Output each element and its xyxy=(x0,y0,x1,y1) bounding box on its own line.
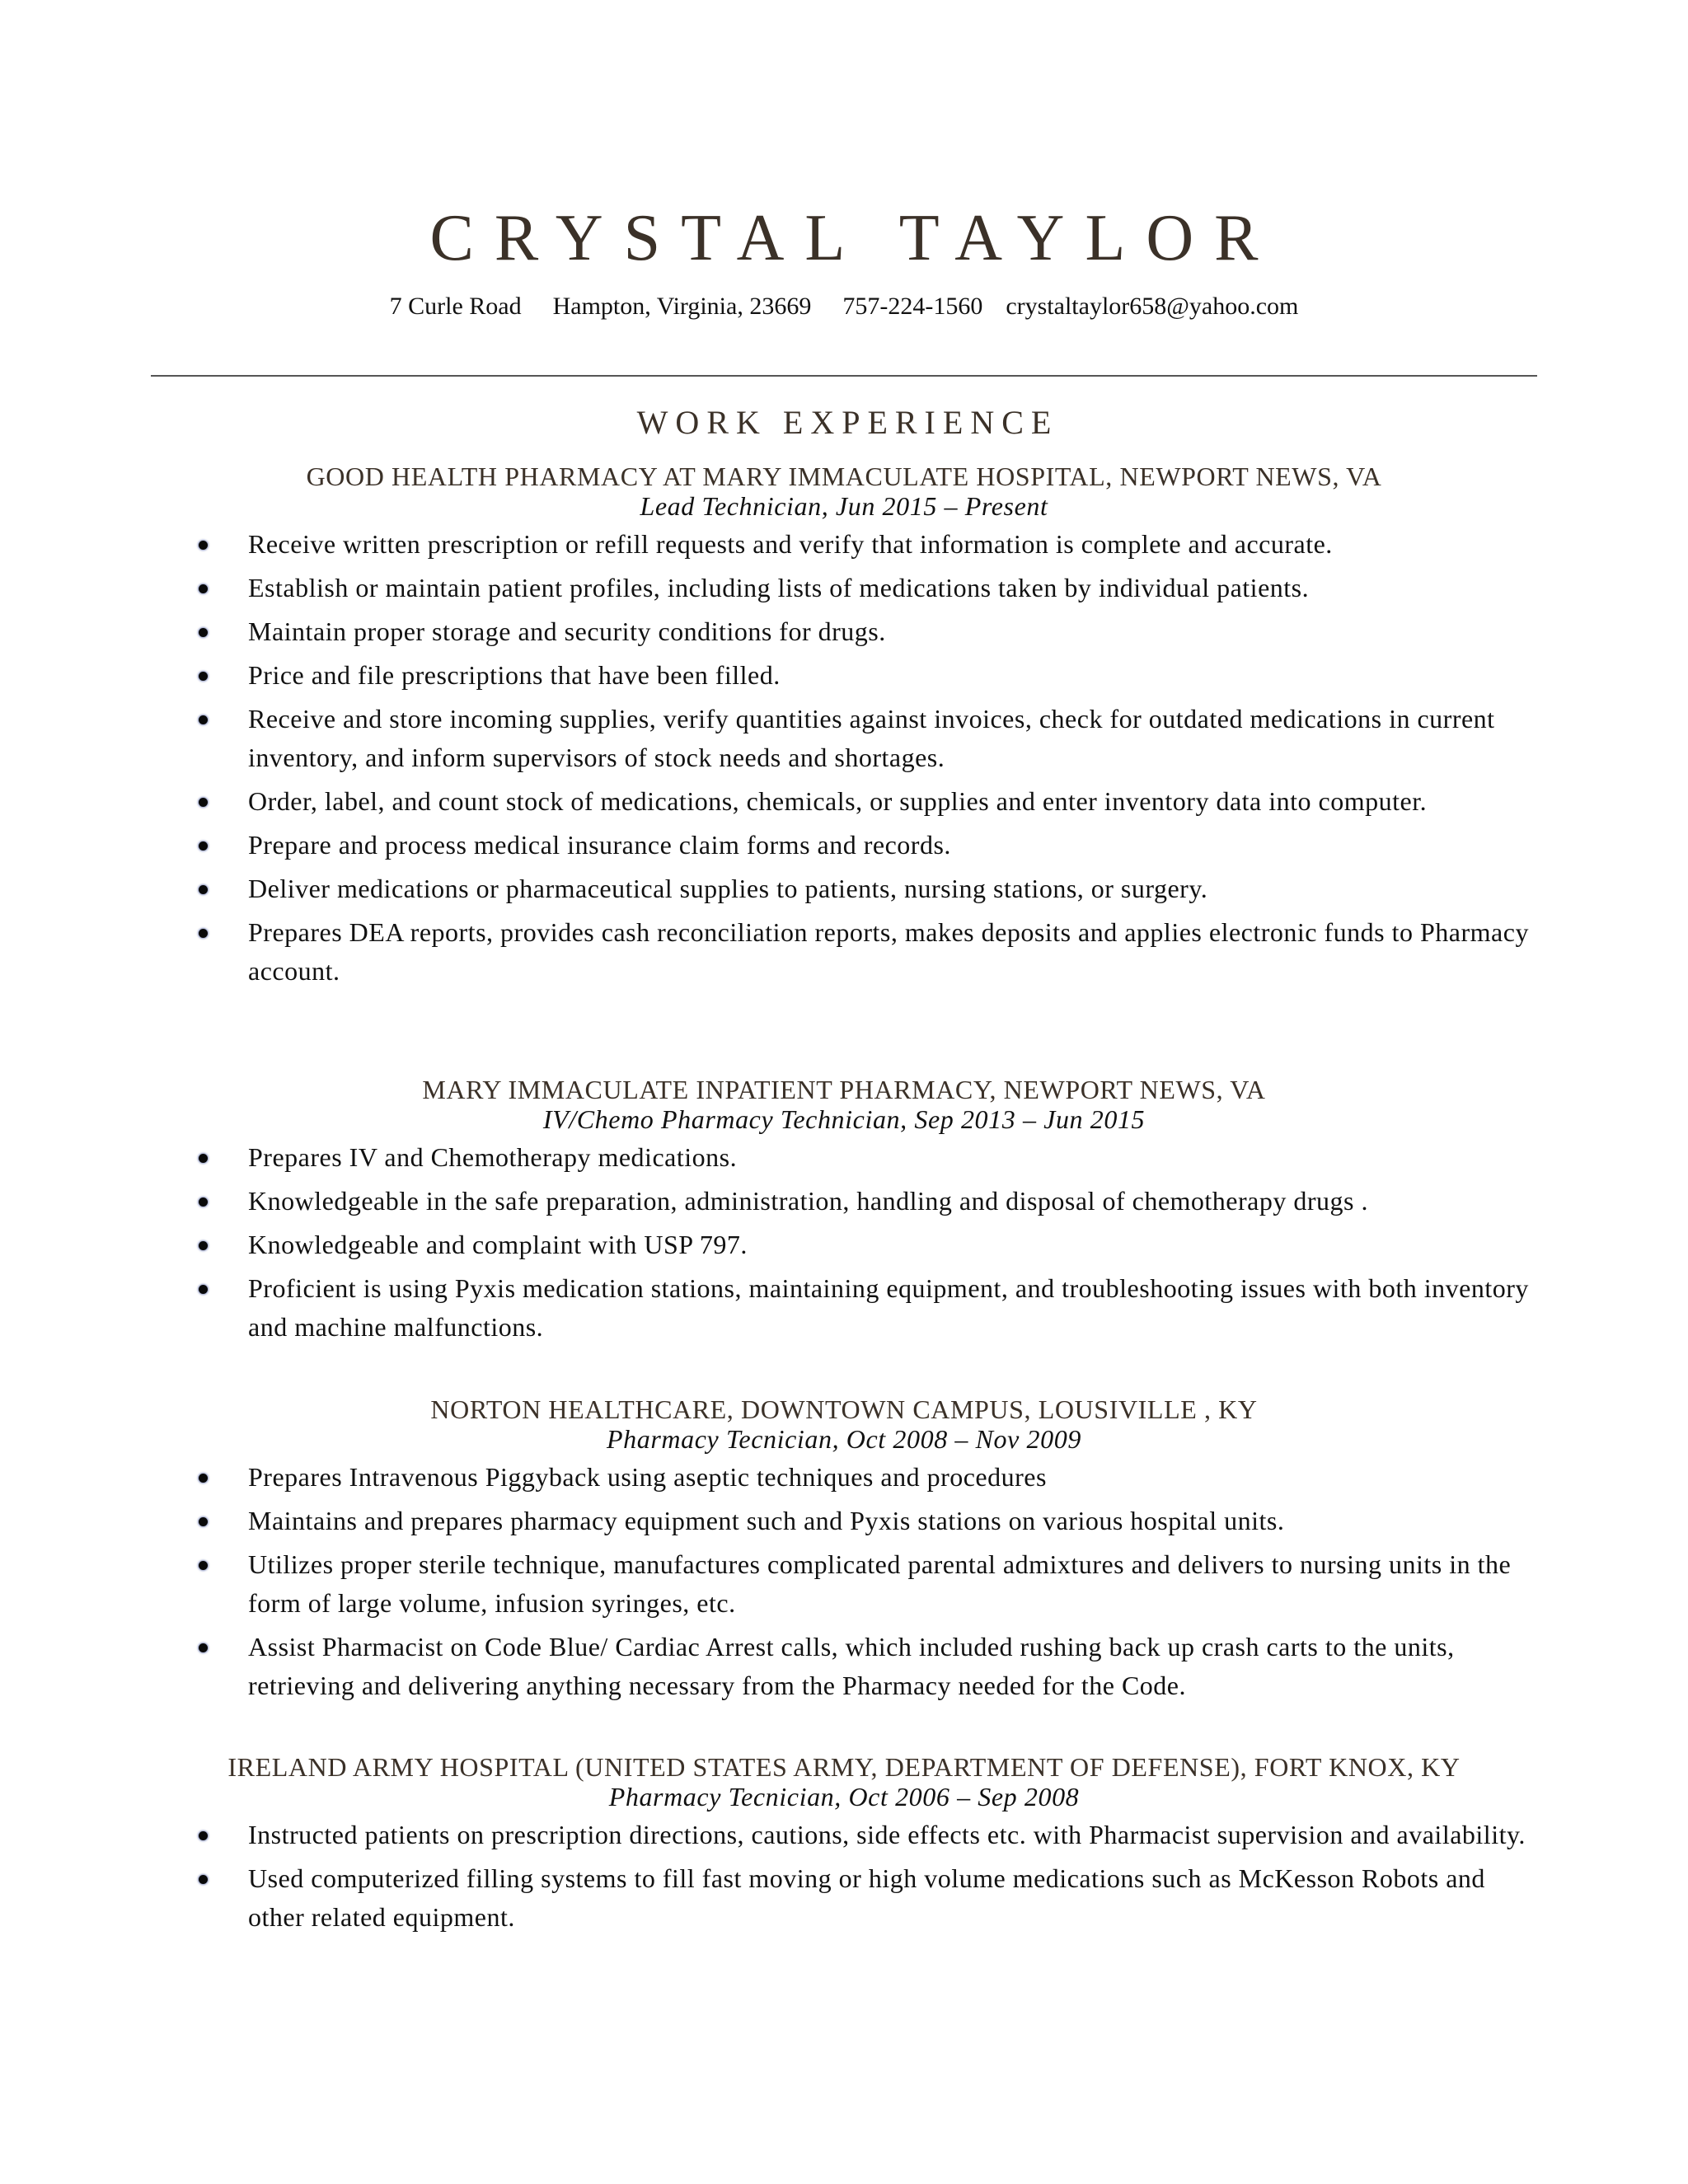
duty-item: Deliver medications or pharmaceutical supplies to patients, nursing stations, or surgery. xyxy=(0,869,1688,908)
bullet-icon xyxy=(199,798,208,807)
bullet-icon xyxy=(199,1643,208,1652)
job-role: Pharmacy Tecnician, Oct 2008 – Nov 2009 xyxy=(607,1424,1081,1454)
bullet-icon xyxy=(199,715,208,724)
bullet-icon xyxy=(199,628,208,637)
job-employer: IRELAND ARMY HOSPITAL (UNITED STATES ARMY, DEPARTMENT OF DEFENSE), FORT KNOX, KY xyxy=(227,1752,1461,1782)
bullet-icon xyxy=(199,541,208,550)
bullet-icon xyxy=(199,929,208,938)
job-role: IV/Chemo Pharmacy Technician, Sep 2013 – Jun 2015 xyxy=(542,1104,1146,1134)
duty-item: Maintains and prepares pharmacy equipment such and Pyxis stations on various hospital units. xyxy=(0,1502,1688,1540)
bullet-icon xyxy=(199,1197,208,1207)
section-title-work-experience: WORK EXPERIENCE xyxy=(636,404,1059,441)
resume-name: CRYSTAL TAYLOR xyxy=(429,202,1279,274)
job-entry xyxy=(0,1393,1688,1710)
duty-item: Receive written prescription or refill requests and verify that information is complete and accurate. xyxy=(0,525,1688,564)
duty-item: Knowledgeable in the safe preparation, administration, handling and disposal of chemotherapy drugs . xyxy=(0,1182,1688,1221)
bullet-icon xyxy=(199,1241,208,1250)
job-entry xyxy=(0,1750,1688,1942)
contact-phone: 757-224-1560 xyxy=(842,293,983,320)
header-divider xyxy=(151,375,1537,377)
bullet-icon xyxy=(199,885,208,894)
job-entry xyxy=(0,1073,1688,1352)
contact-email: crystaltaylor658@yahoo.com xyxy=(1006,293,1299,320)
bullet-icon xyxy=(199,584,208,593)
job-employer: MARY IMMACULATE INPATIENT PHARMACY, NEWPORT NEWS, VA xyxy=(422,1075,1266,1104)
contact-line xyxy=(0,290,1688,323)
duty-item: Utilizes proper sterile technique, manufactures complicated parental admixtures and delivers to nursing units in the form of large volume, infusion syringes, etc. xyxy=(0,1545,1688,1623)
duty-item: Proficient is using Pyxis medication stations, maintaining equipment, and troubleshooting issues with both inventory and machine malfunctions. xyxy=(0,1269,1688,1347)
duty-item: Prepare and process medical insurance claim forms and records. xyxy=(0,826,1688,865)
job-duties-list xyxy=(0,525,1688,991)
job-employer: NORTON HEALTHCARE, DOWNTOWN CAMPUS, LOUSIVILLE , KY xyxy=(430,1394,1258,1424)
contact-city: Hampton, Virginia, 23669 xyxy=(552,293,812,320)
job-entry xyxy=(0,460,1688,996)
duty-item: Prepares Intravenous Piggyback using aseptic techniques and procedures xyxy=(0,1458,1688,1497)
bullet-icon xyxy=(199,1561,208,1570)
job-employer: GOOD HEALTH PHARMACY AT MARY IMMACULATE HOSPITAL, NEWPORT NEWS, VA xyxy=(306,462,1382,491)
bullet-icon xyxy=(199,841,208,851)
duty-item: Prepares IV and Chemotherapy medications. xyxy=(0,1138,1688,1177)
duty-item: Price and file prescriptions that have been filled. xyxy=(0,656,1688,695)
bullet-icon xyxy=(199,1474,208,1483)
bullet-icon xyxy=(199,1285,208,1294)
contact-street: 7 Curle Road xyxy=(389,293,522,320)
job-duties-list xyxy=(0,1816,1688,1937)
duty-item: Order, label, and count stock of medications, chemicals, or supplies and enter inventory data into computer. xyxy=(0,782,1688,821)
duty-item: Receive and store incoming supplies, verify quantities against invoices, check for outdated medications in current inventory, and inform supervisors of stock needs and shortages. xyxy=(0,700,1688,777)
job-role: Lead Technician, Jun 2015 – Present xyxy=(640,491,1048,521)
job-duties-list xyxy=(0,1138,1688,1347)
duty-item: Establish or maintain patient profiles, including lists of medications taken by individual patients. xyxy=(0,569,1688,607)
job-duties-list xyxy=(0,1458,1688,1705)
duty-item: Used computerized filling systems to fill fast moving or high volume medications such as McKesson Robots and other related equipment. xyxy=(0,1859,1688,1937)
duty-item: Maintain proper storage and security conditions for drugs. xyxy=(0,612,1688,651)
bullet-icon xyxy=(199,1154,208,1163)
bullet-icon xyxy=(199,672,208,681)
bullet-icon xyxy=(199,1517,208,1526)
bullet-icon xyxy=(199,1831,208,1840)
job-role: Pharmacy Tecnician, Oct 2006 – Sep 2008 xyxy=(608,1782,1080,1811)
duty-item: Prepares DEA reports, provides cash reconciliation reports, makes deposits and applies electronic funds to Pharmacy account. xyxy=(0,913,1688,991)
duty-item: Instructed patients on prescription directions, cautions, side effects etc. with Pharmacist supervision and availability. xyxy=(0,1816,1688,1854)
duty-item: Knowledgeable and complaint with USP 797. xyxy=(0,1226,1688,1264)
bullet-icon xyxy=(199,1875,208,1884)
duty-item: Assist Pharmacist on Code Blue/ Cardiac Arrest calls, which included rushing back up crash carts to the units, retrieving and delivering anything necessary from the Pharmacy needed for the Code. xyxy=(0,1628,1688,1705)
